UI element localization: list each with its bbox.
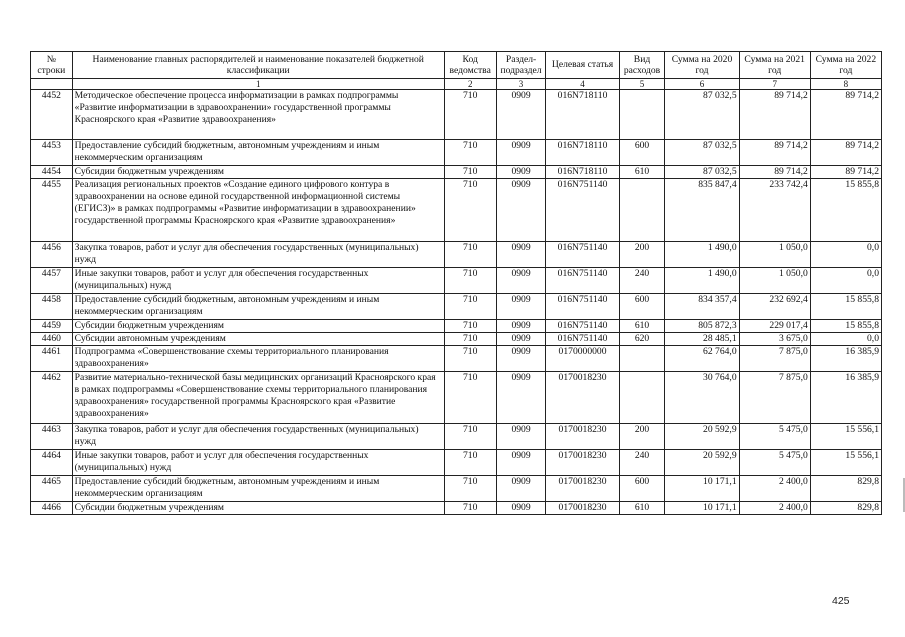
table-row xyxy=(31,450,882,476)
cell-expense-type xyxy=(619,179,665,242)
header-sum-2020: Сумма на 2020 год xyxy=(665,52,739,79)
header-dept-code: Код ведомства xyxy=(444,52,496,79)
cell-target: 0170018230 xyxy=(546,450,619,476)
column-number xyxy=(31,79,73,90)
cell-name: Подпрограмма «Совершенствование схемы территориального планирования здравоохранения» xyxy=(72,346,444,372)
cell-sum-2020: 28 485,1 xyxy=(665,333,739,346)
cell-sum-2021: 2 400,0 xyxy=(739,502,810,515)
cell-expense-type xyxy=(619,346,665,372)
cell-expense-type xyxy=(619,372,665,424)
cell-target: 016N751140 xyxy=(546,333,619,346)
cell-sum-2021: 7 875,0 xyxy=(739,372,810,424)
cell-sum-2020: 87 032,5 xyxy=(665,166,739,179)
cell-section: 0909 xyxy=(496,268,546,294)
cell-expense-type: 240 xyxy=(619,450,665,476)
cell-expense-type: 610 xyxy=(619,320,665,333)
cell-row-number: 4453 xyxy=(31,140,73,166)
cell-target: 016N718110 xyxy=(546,166,619,179)
cell-target: 0170018230 xyxy=(546,476,619,502)
cell-sum-2022: 15 556,1 xyxy=(810,424,881,450)
cell-name: Реализация региональных проектов «Создание единого цифрового контура в здравоохранении на основе единой государственной информационной системы (ЕГИСЗ)» в рамках подпрограммы «Развитие информатизации в здравоохранении» государственной программы Красноярского края «Развитие здравоохранения» xyxy=(72,179,444,242)
cell-sum-2021: 229 017,4 xyxy=(739,320,810,333)
cell-sum-2021: 1 050,0 xyxy=(739,268,810,294)
cell-sum-2020: 20 592,9 xyxy=(665,424,739,450)
column-number: 2 xyxy=(444,79,496,90)
cell-sum-2022: 15 855,8 xyxy=(810,320,881,333)
cell-sum-2021: 5 475,0 xyxy=(739,424,810,450)
cell-name: Закупка товаров, работ и услуг для обеспечения государственных (муниципальных) нужд xyxy=(72,242,444,268)
cell-sum-2022: 0,0 xyxy=(810,268,881,294)
cell-row-number: 4454 xyxy=(31,166,73,179)
table-header-row xyxy=(31,52,882,79)
cell-sum-2020: 834 357,4 xyxy=(665,294,739,320)
cell-expense-type: 600 xyxy=(619,140,665,166)
cell-dept-code: 710 xyxy=(444,320,496,333)
cell-section: 0909 xyxy=(496,424,546,450)
cell-row-number: 4460 xyxy=(31,333,73,346)
table-row xyxy=(31,502,882,515)
header-sum-2021: Сумма на 2021 год xyxy=(739,52,810,79)
cell-target: 016N751140 xyxy=(546,294,619,320)
table-row xyxy=(31,166,882,179)
table-row xyxy=(31,476,882,502)
cell-section: 0909 xyxy=(496,294,546,320)
cell-sum-2022: 89 714,2 xyxy=(810,140,881,166)
cell-row-number: 4463 xyxy=(31,424,73,450)
cell-name: Методическое обеспечение процесса информатизации в рамках подпрограммы «Развитие информатизации в здравоохранении» государственной программы Красноярского края «Развитие здравоохранения» xyxy=(72,90,444,140)
cell-sum-2020: 10 171,1 xyxy=(665,476,739,502)
cell-section: 0909 xyxy=(496,320,546,333)
cell-row-number: 4466 xyxy=(31,502,73,515)
cell-sum-2020: 1 490,0 xyxy=(665,268,739,294)
cell-sum-2020: 87 032,5 xyxy=(665,90,739,140)
cell-sum-2021: 232 692,4 xyxy=(739,294,810,320)
cell-sum-2020: 1 490,0 xyxy=(665,242,739,268)
table-row xyxy=(31,294,882,320)
cell-sum-2021: 89 714,2 xyxy=(739,90,810,140)
page-number: 425 xyxy=(832,595,850,607)
cell-sum-2020: 62 764,0 xyxy=(665,346,739,372)
cell-sum-2022: 0,0 xyxy=(810,242,881,268)
cell-sum-2021: 233 742,4 xyxy=(739,179,810,242)
cell-name: Субсидии бюджетным учреждениям xyxy=(72,320,444,333)
cell-dept-code: 710 xyxy=(444,140,496,166)
cell-row-number: 4452 xyxy=(31,90,73,140)
cell-section: 0909 xyxy=(496,166,546,179)
cell-target: 016N751140 xyxy=(546,268,619,294)
cell-name: Субсидии автономным учреждениям xyxy=(72,333,444,346)
header-section: Раздел-подраздел xyxy=(496,52,546,79)
cell-sum-2021: 2 400,0 xyxy=(739,476,810,502)
cell-sum-2020: 20 592,9 xyxy=(665,450,739,476)
cell-dept-code: 710 xyxy=(444,502,496,515)
cell-dept-code: 710 xyxy=(444,294,496,320)
cell-sum-2022: 15 855,8 xyxy=(810,294,881,320)
cell-row-number: 4458 xyxy=(31,294,73,320)
cell-dept-code: 710 xyxy=(444,450,496,476)
column-number: 4 xyxy=(546,79,619,90)
cell-dept-code: 710 xyxy=(444,424,496,450)
cell-expense-type: 600 xyxy=(619,476,665,502)
cell-row-number: 4459 xyxy=(31,320,73,333)
table-row xyxy=(31,372,882,424)
cell-expense-type: 620 xyxy=(619,333,665,346)
cell-sum-2020: 805 872,3 xyxy=(665,320,739,333)
table-row xyxy=(31,424,882,450)
cell-target: 016N718110 xyxy=(546,140,619,166)
cell-dept-code: 710 xyxy=(444,476,496,502)
header-row-number: № строки xyxy=(31,52,73,79)
cell-expense-type: 240 xyxy=(619,268,665,294)
cell-sum-2022: 0,0 xyxy=(810,333,881,346)
cell-section: 0909 xyxy=(496,140,546,166)
cell-sum-2022: 16 385,9 xyxy=(810,372,881,424)
cell-section: 0909 xyxy=(496,179,546,242)
cell-section: 0909 xyxy=(496,450,546,476)
cell-target: 016N751140 xyxy=(546,179,619,242)
table-row xyxy=(31,90,882,140)
cell-name: Субсидии бюджетным учреждениям xyxy=(72,502,444,515)
cell-section: 0909 xyxy=(496,372,546,424)
cell-sum-2021: 3 675,0 xyxy=(739,333,810,346)
cell-name: Предоставление субсидий бюджетным, автономным учреждениям и иным некоммерческим организациям xyxy=(72,294,444,320)
table-row xyxy=(31,179,882,242)
cell-name: Предоставление субсидий бюджетным, автономным учреждениям и иным некоммерческим организациям xyxy=(72,140,444,166)
cell-sum-2021: 89 714,2 xyxy=(739,166,810,179)
cell-sum-2022: 89 714,2 xyxy=(810,90,881,140)
cell-row-number: 4461 xyxy=(31,346,73,372)
cell-sum-2021: 7 875,0 xyxy=(739,346,810,372)
cell-section: 0909 xyxy=(496,502,546,515)
column-number: 5 xyxy=(619,79,665,90)
cell-expense-type xyxy=(619,90,665,140)
table-row xyxy=(31,320,882,333)
cell-name: Предоставление субсидий бюджетным, автономным учреждениям и иным некоммерческим организациям xyxy=(72,476,444,502)
cell-name: Закупка товаров, работ и услуг для обеспечения государственных (муниципальных) нужд xyxy=(72,424,444,450)
header-name: Наименование главных распорядителей и наименование показателей бюджетной классификации xyxy=(72,52,444,79)
cell-name: Иные закупки товаров, работ и услуг для обеспечения государственных (муниципальных) нужд xyxy=(72,268,444,294)
column-number-row xyxy=(31,79,882,90)
cell-dept-code: 710 xyxy=(444,179,496,242)
table-row xyxy=(31,140,882,166)
cell-section: 0909 xyxy=(496,90,546,140)
budget-table xyxy=(30,51,882,515)
column-number: 3 xyxy=(496,79,546,90)
cell-target: 0170018230 xyxy=(546,502,619,515)
cell-section: 0909 xyxy=(496,242,546,268)
cell-sum-2022: 15 855,8 xyxy=(810,179,881,242)
cell-section: 0909 xyxy=(496,333,546,346)
table-body xyxy=(31,90,882,515)
cell-row-number: 4457 xyxy=(31,268,73,294)
cell-dept-code: 710 xyxy=(444,346,496,372)
cell-name: Иные закупки товаров, работ и услуг для обеспечения государственных (муниципальных) нужд xyxy=(72,450,444,476)
column-number: 1 xyxy=(72,79,444,90)
cell-section: 0909 xyxy=(496,476,546,502)
header-sum-2022: Сумма на 2022 год xyxy=(810,52,881,79)
cell-expense-type: 610 xyxy=(619,502,665,515)
cell-name: Развитие материально-технической базы медицинских организаций Красноярского края в рамках подпрограммы «Совершенствование схемы территориального планирования здравоохранения» государственной программы Красноярского края «Развитие здравоохранения» xyxy=(72,372,444,424)
cell-row-number: 4464 xyxy=(31,450,73,476)
table-row xyxy=(31,268,882,294)
cell-sum-2021: 89 714,2 xyxy=(739,140,810,166)
cell-sum-2021: 1 050,0 xyxy=(739,242,810,268)
cell-dept-code: 710 xyxy=(444,242,496,268)
cell-target: 016N718110 xyxy=(546,90,619,140)
cell-sum-2022: 89 714,2 xyxy=(810,166,881,179)
cell-row-number: 4462 xyxy=(31,372,73,424)
cell-sum-2020: 30 764,0 xyxy=(665,372,739,424)
cell-sum-2020: 835 847,4 xyxy=(665,179,739,242)
cell-sum-2021: 5 475,0 xyxy=(739,450,810,476)
cell-name: Субсидии бюджетным учреждениям xyxy=(72,166,444,179)
cell-dept-code: 710 xyxy=(444,166,496,179)
table-row xyxy=(31,346,882,372)
cell-dept-code: 710 xyxy=(444,333,496,346)
cell-expense-type: 600 xyxy=(619,294,665,320)
cell-section: 0909 xyxy=(496,346,546,372)
cell-target: 016N751140 xyxy=(546,242,619,268)
cell-sum-2022: 829,8 xyxy=(810,476,881,502)
cell-target: 016N751140 xyxy=(546,320,619,333)
cell-sum-2022: 829,8 xyxy=(810,502,881,515)
cell-row-number: 4456 xyxy=(31,242,73,268)
cell-target: 0170018230 xyxy=(546,424,619,450)
cell-row-number: 4465 xyxy=(31,476,73,502)
cell-dept-code: 710 xyxy=(444,372,496,424)
column-number: 6 xyxy=(665,79,739,90)
cell-expense-type: 610 xyxy=(619,166,665,179)
cell-sum-2022: 15 556,1 xyxy=(810,450,881,476)
cell-row-number: 4455 xyxy=(31,179,73,242)
table-row xyxy=(31,242,882,268)
cell-dept-code: 710 xyxy=(444,268,496,294)
cell-sum-2022: 16 385,9 xyxy=(810,346,881,372)
cell-target: 0170000000 xyxy=(546,346,619,372)
cell-sum-2020: 87 032,5 xyxy=(665,140,739,166)
cell-dept-code: 710 xyxy=(444,90,496,140)
column-number: 8 xyxy=(810,79,881,90)
cell-target: 0170018230 xyxy=(546,372,619,424)
cell-expense-type: 200 xyxy=(619,242,665,268)
cell-expense-type: 200 xyxy=(619,424,665,450)
header-target: Целевая статья xyxy=(546,52,619,79)
header-expense-type: Вид расходов xyxy=(619,52,665,79)
column-number: 7 xyxy=(739,79,810,90)
cell-sum-2020: 10 171,1 xyxy=(665,502,739,515)
table-row xyxy=(31,333,882,346)
